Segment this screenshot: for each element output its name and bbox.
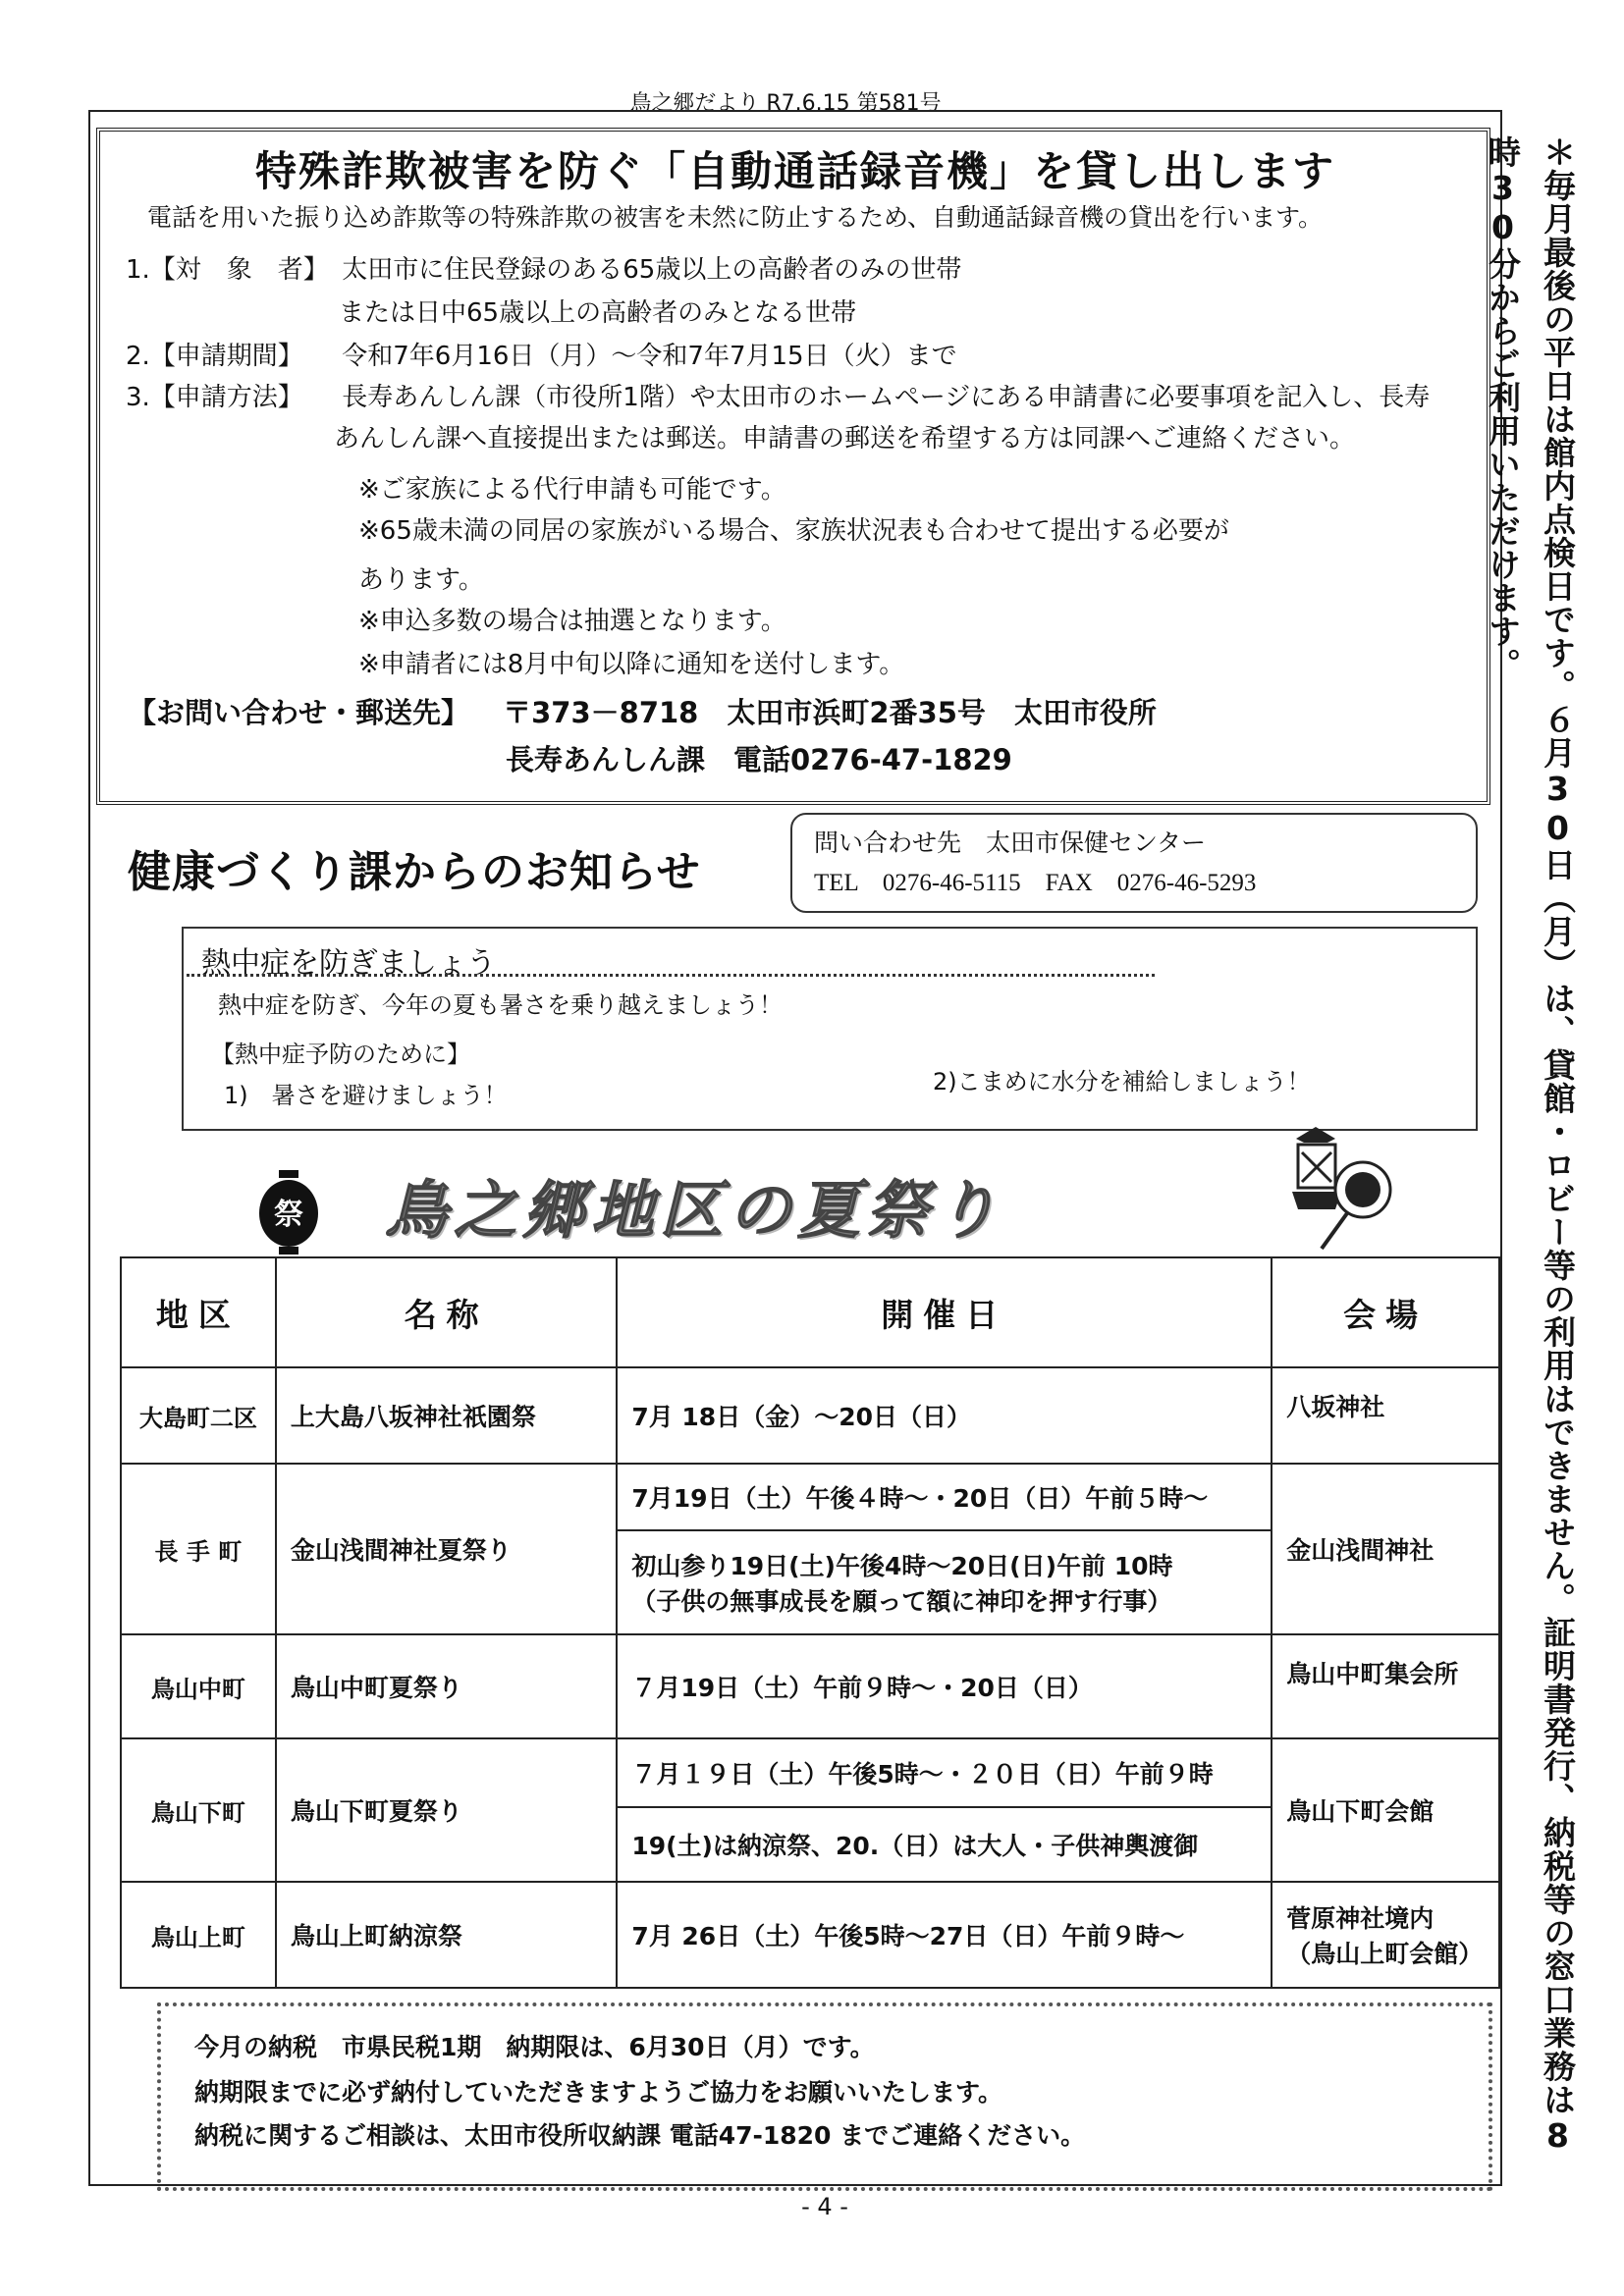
- festival-banner: 鳥之郷地区の夏祭り: [385, 1175, 1003, 1248]
- header-name: 名称: [276, 1257, 617, 1367]
- table-row: [121, 1738, 1499, 1807]
- note-3: あります。: [358, 565, 484, 595]
- target-row: [126, 253, 961, 287]
- row-venue: 鳥山下町会館: [1272, 1738, 1499, 1882]
- contact-address: 〒373－8718 太田市浜町2番35号 太田市役所: [503, 696, 1157, 729]
- row-name: 金山浅間神社夏祭り: [276, 1464, 617, 1634]
- target-line-1: 太田市に住民登録のある65歳以上の高齢者のみの世帯: [342, 255, 962, 285]
- heatstroke-tip-1: 1) 暑さを避けましょう！: [224, 1082, 508, 1109]
- note-2: ※65歳未満の同居の家族がいる場合、家族状況表も合わせて提出する必要が: [358, 516, 1229, 546]
- row-date-line: 初山参り19日(土)午後4時～20日(日)午前 10時: [631, 1552, 1173, 1580]
- header-date: 開催日: [617, 1257, 1272, 1367]
- festival-badge-text: 祭: [274, 1198, 303, 1232]
- note-5: ※申請者には8月中旬以降に通知を送付します。: [358, 650, 905, 679]
- row-date: 7月19日（土）午後４時～・20日（日）午前５時～: [617, 1464, 1272, 1530]
- table-header-row: [121, 1257, 1499, 1367]
- row-venue: 鳥山中町集会所: [1272, 1634, 1499, 1738]
- fraud-title: 特殊詐欺被害を防ぐ「自動通話録音機」を貸し出します: [254, 147, 1335, 195]
- method-line-1: 長寿あんしん課（市役所1階）や太田市のホームページにある申請書に必要事項を記入し、長寿: [342, 383, 1431, 412]
- target-line-2: または日中65歳以上の高齢者のみとなる世帯: [339, 298, 857, 328]
- row-venue-line: （鳥山上町会館）: [1286, 1940, 1484, 1968]
- festival-table: [120, 1256, 1500, 1989]
- heatstroke-title: 熱中症を防ぎましょう: [201, 946, 496, 981]
- row-venue-line: 菅原神社境内: [1286, 1904, 1435, 1933]
- row-area: 鳥山下町: [121, 1738, 276, 1882]
- row-name: 鳥山上町納涼祭: [276, 1882, 617, 1988]
- period-label: 2.【申請期間】: [126, 342, 303, 371]
- row-name: 上大島八坂神社祇園祭: [276, 1367, 617, 1464]
- health-contact-box: [790, 813, 1478, 913]
- fraud-intro: 電話を用いた振り込め詐欺等の特殊詐欺の被害を未然に防止するため、自動通話録音機の貸出を行います。: [147, 203, 1324, 232]
- heatstroke-subtitle: 熱中症を防ぎ、今年の夏も暑さを乗り越えましょう！: [218, 991, 784, 1019]
- method-label: 3.【申請方法】: [126, 383, 303, 412]
- period-value: 令和7年6月16日（月）～令和7年7月15日（火）まで: [342, 342, 957, 371]
- tax-line-1: 今月の納税 市県民税1期 納期限は、6月30日（月）です。: [194, 2033, 875, 2061]
- contact-dept: 長寿あんしん課 電話0276-47-1829: [506, 743, 1012, 776]
- row-name: 鳥山下町夏祭り: [276, 1738, 617, 1882]
- row-date: 7月 26日（土）午後5時～27日（日）午前９時～: [617, 1882, 1272, 1988]
- table-row: [121, 1882, 1499, 1988]
- page-number: - 4 -: [801, 2193, 848, 2220]
- row-area: 長 手 町: [121, 1464, 276, 1634]
- header-area: 地区: [121, 1257, 276, 1367]
- contact-label: 【お問い合わせ・郵送先】: [128, 696, 470, 729]
- dotted-divider: [187, 974, 1155, 977]
- method-line-2: あんしん課へ直接提出または郵送。申請書の郵送を希望する方は同課へご連絡ください。: [334, 424, 1356, 454]
- row-date-detail: [617, 1530, 1272, 1634]
- method-row: [126, 381, 1430, 414]
- note-4: ※申込多数の場合は抽選となります。: [358, 607, 786, 636]
- row-venue: 金山浅間神社: [1272, 1464, 1499, 1634]
- tax-line-3: 納税に関するご相談は、太田市役所収納課 電話47-1820 までご連絡ください。: [194, 2121, 1086, 2150]
- table-row: [121, 1464, 1499, 1530]
- tax-line-2: 納期限までに必ず納付していただきますようご協力をお願いいたします。: [194, 2078, 1003, 2107]
- row-venue: [1272, 1882, 1499, 1988]
- side-note-vertical: ＊毎月最後の平日は館内点検日です。６月30日（月）は、貸館・ロビー等の利用はできません。証明書発行、納税等の窓口業務は8時30分からご利用いただけます。: [1484, 135, 1577, 2156]
- row-date-line: （子供の無事成長を願って額に神印を押す行事）: [631, 1587, 1172, 1616]
- heatstroke-heading: 【熱中症予防のために】: [211, 1041, 470, 1068]
- period-row: [126, 340, 957, 373]
- table-row: [121, 1634, 1499, 1738]
- row-name: 鳥山中町夏祭り: [276, 1634, 617, 1738]
- table-row: [121, 1367, 1499, 1464]
- health-contact-line-1: 問い合わせ先 太田市保健センター: [814, 830, 1207, 857]
- row-date: ７月19日（土）午前９時～・20日（日）: [617, 1634, 1272, 1738]
- note-1: ※ご家族による代行申請も可能です。: [358, 475, 786, 505]
- row-venue: 八坂神社: [1272, 1367, 1499, 1464]
- target-label: 1.【対 象 者】: [126, 255, 329, 285]
- health-title: 健康づくり課からのお知らせ: [128, 847, 701, 897]
- header-venue: 会場: [1272, 1257, 1499, 1367]
- heatstroke-tip-2: 2)こまめに水分を補給しましょう！: [933, 1068, 1311, 1095]
- row-date: ７月１９日（土）午後5時～・２０日（日）午前９時: [617, 1738, 1272, 1807]
- mikoshi-fan-icon: [1257, 1119, 1394, 1256]
- row-date: 19(土)は納涼祭、20.（日）は大人・子供神輿渡御: [617, 1807, 1272, 1882]
- newsletter-issue: 鳥之郷だより R7.6.15 第581号: [629, 91, 942, 116]
- contact-row: [128, 691, 1157, 731]
- health-contact-line-2: TEL 0276-46-5115 FAX 0276-46-5293: [814, 870, 1257, 896]
- row-date: 7月 18日（金）～20日（日）: [617, 1367, 1272, 1464]
- row-area: 鳥山中町: [121, 1634, 276, 1738]
- row-area: 鳥山上町: [121, 1882, 276, 1988]
- row-area: 大島町二区: [121, 1367, 276, 1464]
